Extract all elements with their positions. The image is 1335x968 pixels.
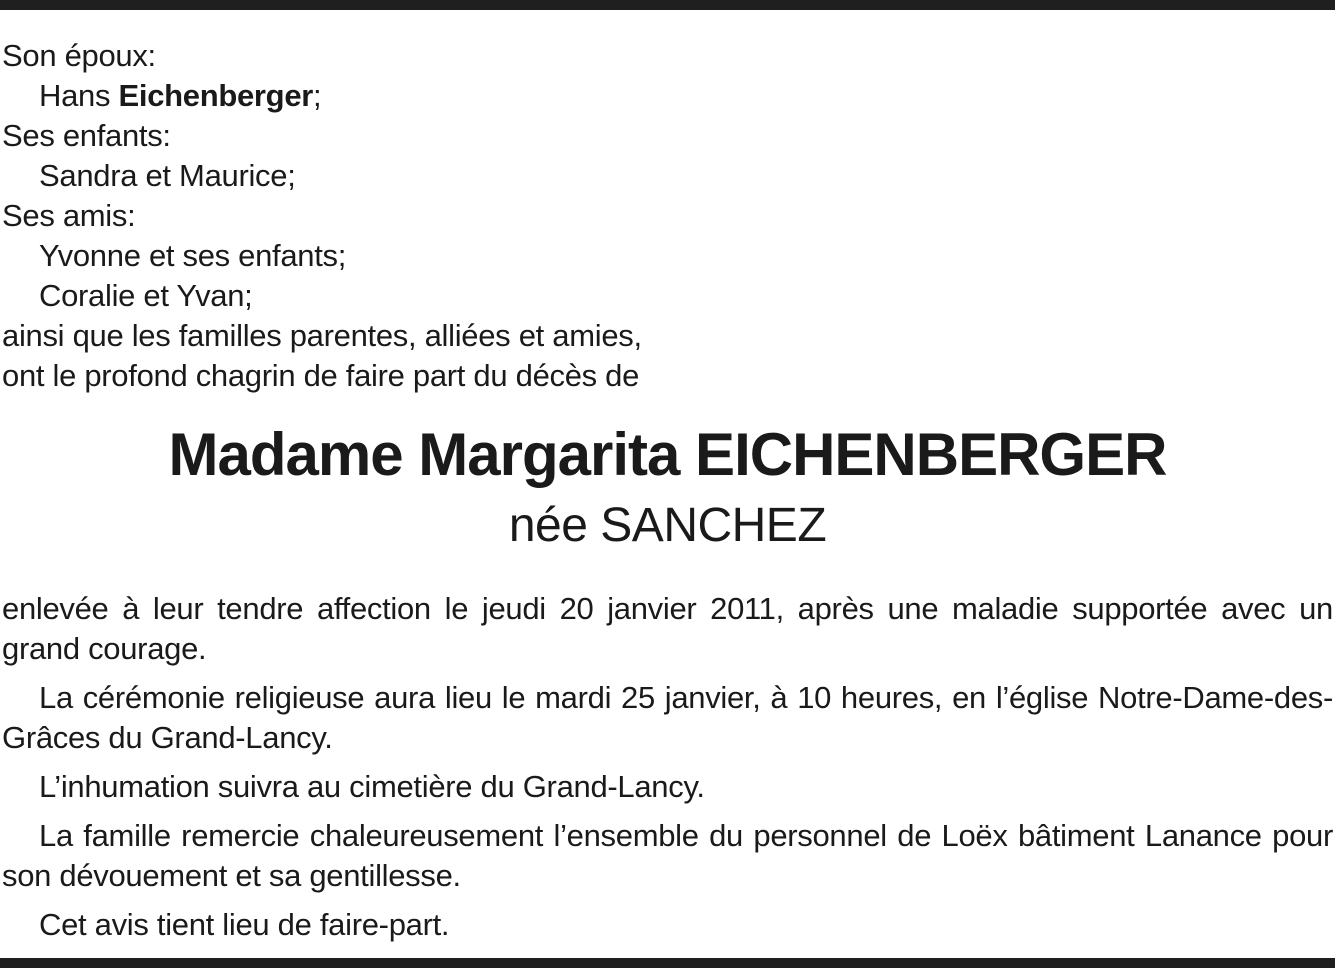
notice-body — [2, 589, 1333, 954]
spouse-label: Son époux: — [2, 38, 156, 73]
deceased-name-block — [0, 416, 1335, 556]
spouse-name — [2, 76, 1333, 116]
friends-label: Ses amis: — [2, 198, 136, 233]
burial-paragraph: L’inhumation suivra au cimetière du Grand-Lancy. — [39, 769, 705, 804]
families-line: ainsi que les familles parentes, alliées et amies, — [2, 318, 642, 353]
mourners-list — [2, 36, 1333, 396]
children-names: Sandra et Maurice; — [39, 158, 296, 193]
deceased-full-name: Madame Margarita EICHENBERGER — [168, 421, 1167, 488]
bottom-border-rule — [0, 958, 1335, 968]
spouse-last-name: Eichenberger — [118, 78, 314, 113]
spouse-first-name: Hans — [39, 78, 111, 113]
death-details-paragraph: enlevée à leur tendre affection le jeudi 20 janvier 2011, après une maladie supportée avec un grand courage. — [2, 591, 1333, 666]
spouse-punctuation: ; — [313, 78, 322, 113]
friend-entry-1: Yvonne et ses enfants; — [39, 238, 347, 273]
thanks-paragraph: La famille remercie chaleureusement l’ensemble du personnel de Loëx bâtiment Lanance pour son dévouement et sa gentillesse. — [2, 818, 1333, 893]
ceremony-paragraph: La cérémonie religieuse aura lieu le mardi 25 janvier, à 10 heures, en l’église Notre-Dame-des-Grâces du Grand-Lancy. — [2, 680, 1333, 755]
friend-entry-2: Coralie et Yvan; — [39, 278, 253, 313]
deceased-maiden-name: née SANCHEZ — [508, 499, 827, 552]
children-label: Ses enfants: — [2, 118, 171, 153]
announcement-line: ont le profond chagrin de faire part du décès de — [2, 358, 640, 393]
top-border-rule — [0, 0, 1335, 10]
notice-paragraph: Cet avis tient lieu de faire-part. — [39, 907, 450, 942]
